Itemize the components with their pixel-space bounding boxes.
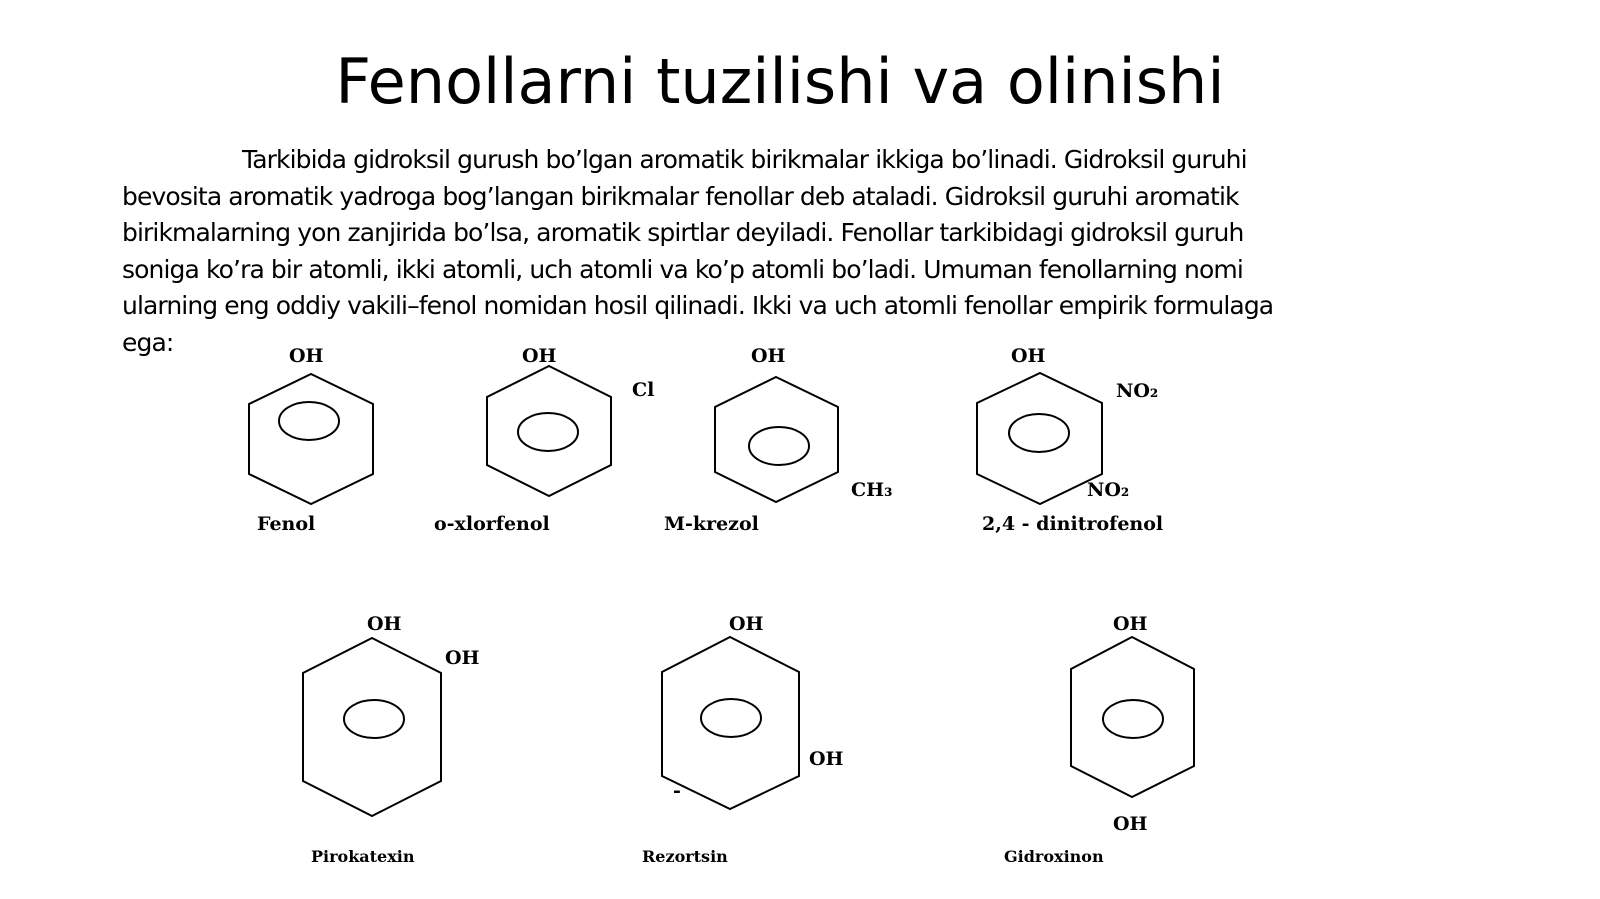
rezortsin-aromatic-circle — [701, 699, 761, 737]
paragraph-line: soniga ko’ra bir atomli, ikki atomli, uch atomli va ko’p atomli bo’ladi. Umuman fenollarning nomi — [122, 254, 1243, 284]
dinitrofenol-ring — [977, 373, 1102, 504]
dinitrofenol-no2-label-1: NO₂ — [1116, 380, 1159, 402]
dinitrofenol-no2-label-2: NO₂ — [1087, 479, 1130, 501]
o-xlorfenol-name: o-xlorfenol — [434, 513, 550, 535]
m-krezol-name: M-krezol — [664, 513, 759, 535]
paragraph-line: Tarkibida gidroksil gurush bo’lgan aromatik birikmalar ikkiga bo’linadi. Gidroksil guruhi — [242, 145, 1247, 174]
o-xlorfenol-oh-label: OH — [522, 345, 557, 367]
pirokatexin-oh-label-2: OH — [445, 647, 480, 669]
rezortsin-name: Rezortsin — [642, 847, 728, 866]
gidroxinon-aromatic-circle — [1103, 700, 1163, 738]
gidroxinon-ring — [1071, 637, 1194, 797]
paragraph-line: birikmalarning yon zanjirida bo’lsa, aromatik spirtlar deyiladi. Fenollar tarkibidagi gidroksil guruh — [122, 218, 1244, 247]
o-xlorfenol-ring — [487, 366, 611, 496]
paragraph-line: ega: — [122, 327, 174, 357]
gidroxinon-name: Gidroxinon — [1004, 847, 1104, 866]
m-krezol-ch3-label: CH₃ — [851, 479, 893, 501]
dinitrofenol-aromatic-circle — [1009, 414, 1069, 452]
gidroxinon-oh-label-1: OH — [1113, 613, 1148, 635]
rezortsin-ring — [662, 637, 799, 809]
pirokatexin-name: Pirokatexin — [311, 847, 415, 866]
m-krezol-aromatic-circle — [749, 427, 809, 465]
pirokatexin-oh-label-1: OH — [367, 613, 402, 635]
rezortsin-dash-mark: - — [673, 780, 681, 802]
m-krezol-oh-label: OH — [751, 345, 786, 367]
fenol-name: Fenol — [257, 513, 316, 535]
paragraph-line: bevosita aromatik yadroga bog’langan birikmalar fenollar deb ataladi. Gidroksil guruhi aromatik — [122, 181, 1239, 211]
paragraph-line: ularning eng oddiy vakili–fenol nomidan hosil qilinadi. Ikki va uch atomli fenollar empirik formulaga — [122, 291, 1274, 320]
rezortsin-oh-label-2: OH — [809, 748, 844, 770]
rezortsin-oh-label-1: OH — [729, 613, 764, 635]
fenol-aromatic-circle — [279, 402, 339, 440]
dinitrofenol-oh-label: OH — [1011, 345, 1046, 367]
dinitrofenol-name: 2,4 - dinitrofenol — [982, 513, 1164, 535]
slide-title: Fenollarni tuzilishi va olinishi — [335, 45, 1225, 118]
fenol-oh-label: OH — [289, 345, 324, 367]
pirokatexin-ring — [303, 638, 441, 816]
pirokatexin-aromatic-circle — [344, 700, 404, 738]
o-xlorfenol-cl-label: Cl — [632, 379, 655, 401]
o-xlorfenol-aromatic-circle — [518, 413, 578, 451]
gidroxinon-oh-label-2: OH — [1113, 813, 1148, 835]
m-krezol-ring — [715, 377, 838, 502]
